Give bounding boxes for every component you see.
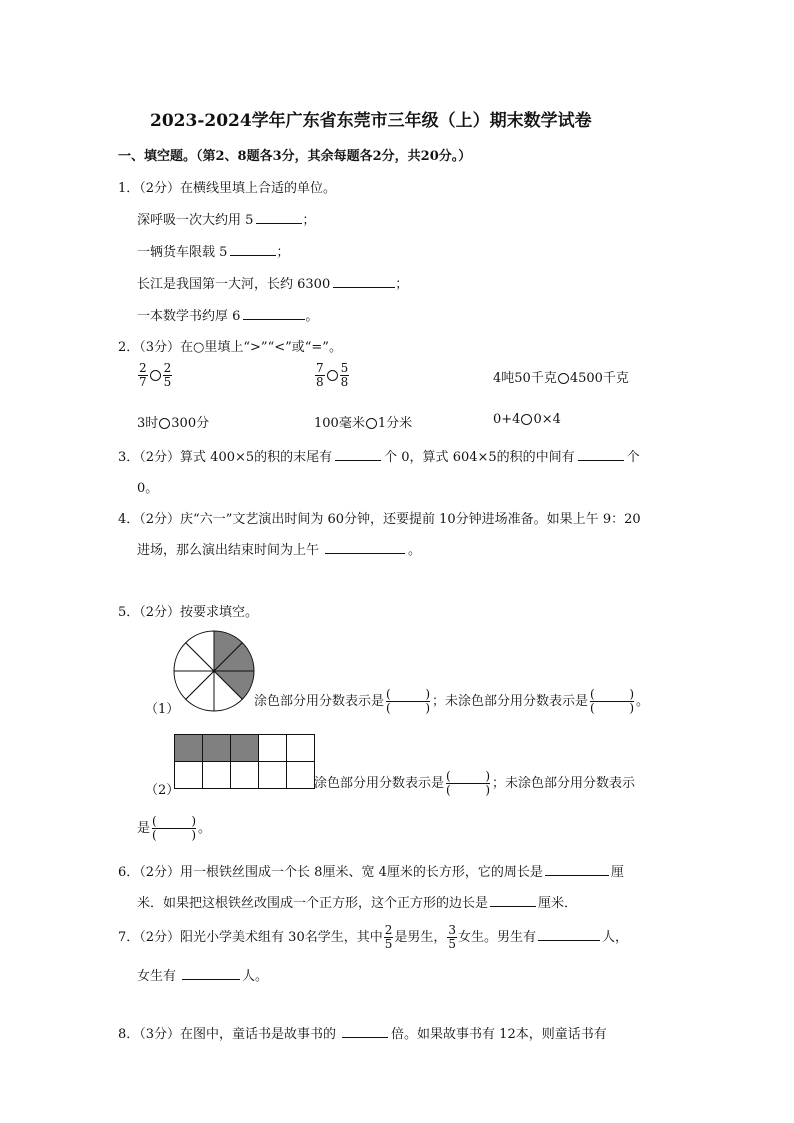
punct: ； — [395, 277, 409, 292]
q3-line-1: 3．（2分）算式 400×5的积的末尾有 个 0，算式 604×5的积的中间有 个 — [118, 450, 640, 465]
grid-cell-shaded — [175, 735, 203, 762]
answer-blank[interactable] — [182, 967, 240, 980]
fraction: $\frac{2}{5}$ — [384, 923, 393, 951]
grid-cell — [203, 762, 231, 789]
q4-line-2: 进场，那么演出结束时间为上午 。 — [137, 543, 422, 558]
compare-circle[interactable] — [327, 370, 338, 381]
q5-part2-text: 涂色部分用分数表示是 ( ) ( ) ；未涂色部分用分数表示 — [314, 769, 636, 797]
fraction: $\frac{2}{7}$ — [139, 361, 147, 389]
grid-cell — [287, 762, 315, 789]
q3-line-2: 0。 — [137, 481, 159, 496]
grid-cell-shaded — [203, 735, 231, 762]
q2-item-4: 3时 300分 — [137, 416, 210, 431]
answer-blank[interactable] — [545, 863, 609, 876]
q2-head: 2．（3分）在○里填上“>”“<”或“=”。 — [118, 340, 342, 355]
q1-c-text: 长江是我国第一大河，长约 6300 — [137, 277, 331, 292]
answer-blank[interactable] — [342, 1025, 388, 1038]
q2-item-1 — [137, 362, 173, 389]
q5-part1-label: （1） — [145, 702, 180, 717]
q1-head: 1．（2分）在横线里填上合适的单位。 — [118, 181, 337, 196]
punct: ； — [276, 245, 290, 260]
fraction-blank[interactable]: ( ) ( ) — [446, 769, 491, 797]
q6-line-1: 6．（2分）用一根铁丝围成一个长 8厘米、宽 4厘米的长方形，它的周长是 厘 — [118, 865, 624, 880]
q1-line-d — [137, 305, 318, 324]
grid-cell — [287, 735, 315, 762]
answer-blank[interactable] — [230, 243, 276, 256]
q1-line-b — [137, 241, 289, 260]
q5-part2-cont: 是 ( ) ( ) 。 — [137, 814, 212, 842]
answer-blank[interactable] — [538, 928, 600, 941]
punct: 。 — [305, 309, 319, 324]
q2-item-5: 100毫米 1分米 — [314, 416, 413, 431]
circle-figure — [172, 629, 256, 713]
compare-circle[interactable] — [150, 370, 161, 381]
q1-line-a — [137, 209, 315, 228]
q1-a-text: 深呼吸一次大约用 5 — [137, 213, 254, 228]
q5-part2-label: （2） — [145, 783, 180, 798]
compare-circle[interactable] — [159, 418, 170, 429]
section-heading: 一、填空题。（第2、8题各3分，其余每题各2分，共20分。） — [118, 149, 472, 164]
fraction: $\frac{2}{5}$ — [163, 361, 172, 389]
answer-blank[interactable] — [256, 211, 302, 224]
q1-line-c — [137, 273, 408, 292]
fraction: $\frac{3}{5}$ — [448, 923, 457, 951]
q7-line-1: 7．（2分）阳光小学美术组有 30名学生，其中 $\frac{2}{5}$ 是男生， $\frac{3}{5}$ 女生。男生有 人， — [118, 923, 629, 951]
answer-blank[interactable] — [325, 541, 405, 554]
grid-cell — [259, 735, 287, 762]
fraction-blank[interactable]: ( ) ( ) — [386, 687, 431, 715]
answer-blank[interactable] — [578, 448, 624, 461]
q1-b-text: 一辆货车限载 5 — [137, 245, 228, 260]
q2-item-6: 0+4 0×4 — [493, 412, 561, 427]
q1-d-text: 一本数学书约厚 6 — [137, 309, 241, 324]
q2-item-2 — [314, 362, 350, 389]
grid-cell-shaded — [231, 735, 259, 762]
q5-part1-text: 涂色部分用分数表示是 ( ) ( ) ；未涂色部分用分数表示是 ( ) ( ) 。 — [254, 687, 650, 715]
answer-blank[interactable] — [490, 894, 536, 907]
fraction: $\frac{5}{8}$ — [340, 361, 349, 389]
compare-circle[interactable] — [521, 414, 532, 425]
fraction-blank[interactable]: ( ) ( ) — [590, 687, 635, 715]
answer-blank[interactable] — [335, 448, 381, 461]
q4-line-1: 4．（2分）庆“六一”文艺演出时间为 60分钟，还要提前 10分钟进场准备。如果上午 9：20 — [118, 512, 641, 527]
q2-item-3: 4吨50千克 4500千克 — [493, 371, 629, 386]
page-title: 2023-2024学年广东省东莞市三年级（上）期末数学试卷 — [150, 111, 592, 131]
q6-line-2: 米．如果把这根铁丝改围成一个正方形，这个正方形的边长是 厘米． — [137, 896, 578, 911]
q7-line-2: 女生有 人。 — [137, 969, 269, 984]
grid-cell — [259, 762, 287, 789]
answer-blank[interactable] — [243, 307, 305, 320]
grid-cell — [231, 762, 259, 789]
rectangle-grid — [174, 734, 315, 789]
compare-circle[interactable] — [558, 373, 569, 384]
q8-line-1: 8．（3分）在图中，童话书是故事书的 倍。如果故事书有 12本，则童话书有 — [118, 1027, 607, 1042]
q5-head: 5．（2分）按要求填空。 — [118, 605, 259, 620]
compare-circle[interactable] — [366, 418, 377, 429]
pie-slices — [174, 631, 254, 711]
punct: ； — [302, 213, 316, 228]
answer-blank[interactable] — [333, 275, 395, 288]
fraction-blank[interactable]: ( ) ( ) — [152, 814, 197, 842]
fraction: $\frac{7}{8}$ — [316, 361, 324, 389]
